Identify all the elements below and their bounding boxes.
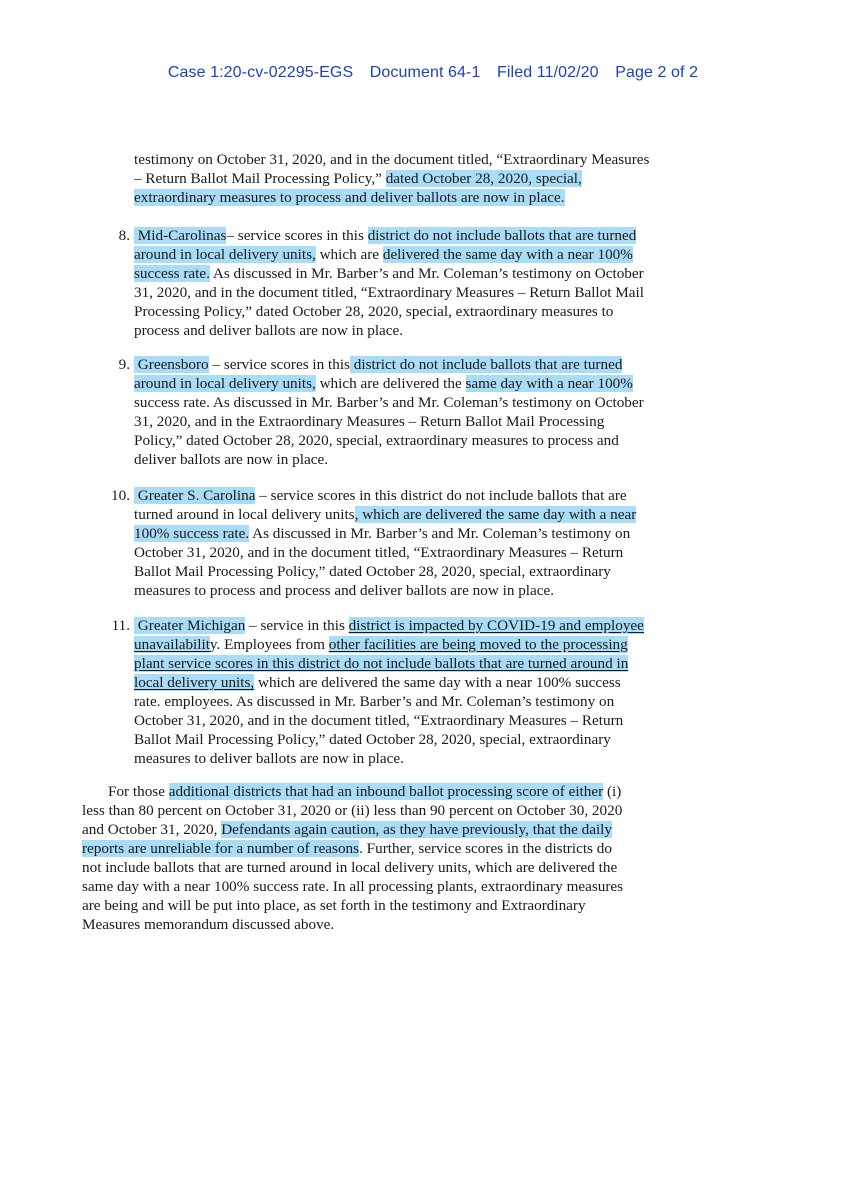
item-text: which are delivered the <box>315 375 466 392</box>
item-text: process and deliver ballots are now in place. <box>134 322 404 339</box>
closing-text: less than 80 percent on October 31, 2020 or (ii) less than 90 percent on October 30, 2020 <box>82 802 623 819</box>
case-number: Case 1:20-cv-02295-EGS <box>167 64 354 81</box>
item-text: October 31, 2020, and in the document titled, “Extraordinary Measures – Return <box>134 712 624 729</box>
item-text: measures to deliver ballots are now in place. <box>134 750 404 767</box>
highlighted-text: district is impacted by COVID-19 and employee <box>348 617 644 634</box>
item-text: 31, 2020, and in the document titled, “Extraordinary Measures – Return Ballot Mail <box>134 284 644 301</box>
closing-text: not include ballots that are turned around in local delivery units, which are delivered the <box>82 859 618 876</box>
highlighted-text: success rate. <box>134 265 210 282</box>
item-district-name: Greensboro <box>134 356 209 373</box>
highlighted-text: district do not include ballots that are turned <box>367 227 637 244</box>
item-text: rate. employees. As discussed in Mr. Barber’s and Mr. Coleman’s testimony on <box>134 693 615 710</box>
item-text: Ballot Mail Processing Policy,” dated October 28, 2020, special, extraordinary <box>134 731 611 748</box>
item-number: 10. <box>111 487 130 504</box>
item-text: which are delivered the same day with a near 100% success <box>254 674 621 691</box>
highlighted-text: additional districts that had an inbound ballot processing score of either <box>168 783 604 800</box>
item-text: turned around in local delivery units <box>134 506 355 523</box>
closing-paragraph <box>82 782 762 934</box>
item-district-name: Mid-Carolinas <box>134 227 226 244</box>
highlighted-text: other facilities are being moved to the processing <box>328 636 628 653</box>
item-number: 9. <box>118 356 130 373</box>
item-text: measures to process and process and deliver ballots are now in place. <box>134 582 555 599</box>
highlighted-text: extraordinary measures to process and deliver ballots are now in place. <box>134 189 565 206</box>
item-text: 31, 2020, and in the Extraordinary Measures – Return Ballot Mail Processing <box>134 413 605 430</box>
item-district-name: Greater Michigan <box>134 617 245 634</box>
closing-text: same day with a near 100% success rate. In all processing plants, extraordinary measures <box>82 878 624 895</box>
closing-text: . Further, service scores in the districts do <box>359 840 612 857</box>
item-text: As discussed in Mr. Barber’s and Mr. Coleman’s testimony on <box>249 525 631 542</box>
closing-text: Measures memorandum discussed above. <box>82 916 335 933</box>
continuation-paragraph <box>134 150 794 207</box>
item-number: 11. <box>111 617 130 634</box>
highlighted-text: dated October 28, 2020, special, <box>385 170 582 187</box>
item-text: deliver ballots are now in place. <box>134 451 328 468</box>
item-text: success rate. As discussed in Mr. Barber’s and Mr. Coleman’s testimony on October <box>134 394 644 411</box>
closing-text: (i) <box>603 783 622 800</box>
item-text: which are <box>315 246 383 263</box>
item-text: – service in this <box>245 617 349 634</box>
highlighted-text: reports are unreliable for a number of reasons <box>82 840 360 857</box>
item-text: – service scores in this <box>226 227 368 244</box>
item-text: Policy,” dated October 28, 2020, special, extraordinary measures to process and <box>134 432 619 449</box>
item-text: – service scores in this <box>208 356 350 373</box>
closing-text: For those <box>108 783 169 800</box>
closing-text: and October 31, 2020, <box>82 821 222 838</box>
highlighted-text: unavailabilit <box>134 636 210 653</box>
highlighted-text: district do not include ballots that are turned <box>349 356 623 373</box>
highlighted-text: delivered the same day with a near 100% <box>382 246 633 263</box>
highlighted-text: , which are delivered the same day with a near <box>354 506 637 523</box>
highlighted-text: same day with a near 100% <box>465 375 633 392</box>
highlighted-text: 100% success rate. <box>134 525 250 542</box>
continuation-line: – Return Ballot Mail Processing Policy,” <box>134 170 386 187</box>
highlighted-text: Defendants again caution, as they have previously, that the daily <box>221 821 612 838</box>
document-number: Document 64-1 <box>369 64 481 81</box>
case-header <box>0 64 866 82</box>
item-district-name: Greater S. Carolina <box>134 487 255 504</box>
highlighted-text: around in local delivery units, <box>134 246 316 263</box>
item-text: y. Employees from <box>209 636 329 653</box>
page-number: Page 2 of 2 <box>615 64 699 81</box>
item-text: Ballot Mail Processing Policy,” dated October 28, 2020, special, extraordinary <box>134 563 611 580</box>
continuation-line: testimony on October 31, 2020, and in the document titled, “Extraordinary Measures <box>134 151 650 168</box>
highlighted-text: local delivery units, <box>134 674 255 691</box>
item-text: As discussed in Mr. Barber’s and Mr. Coleman’s testimony on October <box>209 265 644 282</box>
item-text: Processing Policy,” dated October 28, 2020, special, extraordinary measures to <box>134 303 614 320</box>
filed-date: Filed 11/02/20 <box>497 64 599 81</box>
highlighted-text: around in local delivery units, <box>134 375 316 392</box>
item-text: – service scores in this district do not include ballots that are <box>255 487 627 504</box>
item-text: October 31, 2020, and in the document titled, “Extraordinary Measures – Return <box>134 544 624 561</box>
item-number: 8. <box>118 227 130 244</box>
closing-text: are being and will be put into place, as set forth in the testimony and Extraordinary <box>82 897 586 914</box>
highlighted-text: plant service scores in this district do not include ballots that are turned around in <box>134 655 629 672</box>
